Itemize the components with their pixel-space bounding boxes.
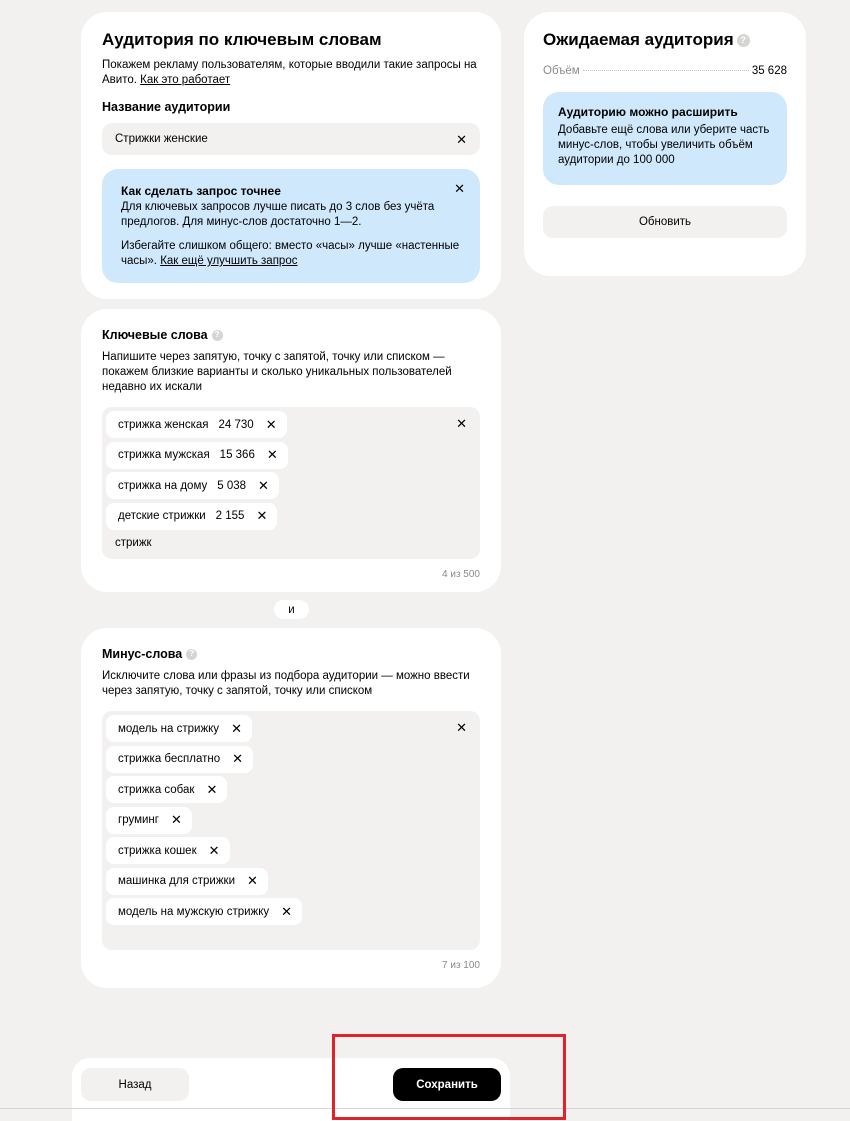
audience-card bbox=[81, 12, 501, 299]
expected-audience-card bbox=[524, 12, 806, 276]
clear-minus-icon[interactable]: ✕ bbox=[456, 720, 467, 735]
minus-words-card bbox=[81, 628, 501, 988]
how-it-works-link[interactable]: Как это работает bbox=[140, 74, 231, 86]
audience-name-label: Название аудитории bbox=[102, 100, 231, 114]
minus-words-input[interactable] bbox=[102, 711, 480, 950]
expected-title: Ожидаемая аудитория bbox=[543, 30, 734, 49]
clear-name-icon[interactable]: ✕ bbox=[456, 131, 467, 147]
keyword-tag: детские стрижки 2 155 ✕ bbox=[106, 503, 277, 530]
back-button[interactable]: Назад bbox=[81, 1068, 189, 1101]
close-tip-icon[interactable]: ✕ bbox=[454, 181, 465, 196]
keywords-counter: 4 из 500 bbox=[442, 569, 480, 580]
expand-hint-box bbox=[543, 92, 787, 185]
volume-row bbox=[543, 65, 787, 77]
audience-name-input[interactable] bbox=[102, 123, 480, 155]
keywords-description: Напишите через запятую, точку с запятой, точку или списком — покажем близкие варианты и сколько уникальных пользователей недавно их искали bbox=[102, 351, 452, 393]
keywords-title: Ключевые слова bbox=[102, 328, 208, 342]
minus-tag: стрижка бесплатно ✕ bbox=[106, 746, 253, 773]
audience-description: Покажем рекламу пользователям, которые вводили такие запросы на Авито. Как это работает bbox=[102, 59, 477, 86]
volume-label: Объём bbox=[543, 65, 580, 77]
remove-tag-icon[interactable]: ✕ bbox=[231, 720, 242, 736]
remove-tag-icon[interactable]: ✕ bbox=[281, 903, 293, 919]
keyword-count: 5 038 bbox=[217, 479, 247, 492]
help-icon[interactable]: ? bbox=[212, 330, 223, 341]
minus-tag: стрижка собак ✕ bbox=[106, 776, 227, 803]
keyword-tag: стрижка на дому 5 038 ✕ bbox=[106, 472, 279, 499]
expected-heading bbox=[543, 29, 787, 51]
minus-tag: модель на стрижку ✕ bbox=[106, 715, 252, 742]
volume-dots bbox=[583, 70, 749, 71]
volume-value: 35 628 bbox=[751, 65, 787, 77]
keywords-card bbox=[81, 309, 501, 592]
audience-name-value[interactable]: Стрижки женские bbox=[115, 133, 208, 145]
keyword-count: 15 366 bbox=[219, 449, 255, 461]
remove-tag-icon[interactable]: ✕ bbox=[232, 751, 244, 766]
keywords-heading bbox=[102, 327, 480, 343]
remove-tag-icon[interactable]: ✕ bbox=[266, 447, 278, 462]
tip-text-2: Избегайте слишком общего: вместо «часы» лучше «настенные часы». Как ещё улучшить запрос bbox=[121, 240, 460, 267]
remove-tag-icon[interactable]: ✕ bbox=[247, 873, 258, 888]
refresh-button[interactable]: Обновить bbox=[543, 206, 787, 238]
clear-keywords-icon[interactable]: ✕ bbox=[456, 416, 467, 431]
remove-tag-icon[interactable]: ✕ bbox=[258, 477, 269, 493]
minus-title: Минус-слова bbox=[102, 647, 183, 661]
expand-title: Аудиторию можно расширить bbox=[558, 105, 738, 119]
footer-divider bbox=[0, 1108, 850, 1109]
minus-tag: груминг ✕ bbox=[106, 807, 192, 834]
keyword-tag: стрижка женская 24 730 ✕ bbox=[106, 411, 287, 438]
remove-tag-icon[interactable]: ✕ bbox=[208, 842, 220, 858]
and-separator: и bbox=[274, 600, 309, 619]
minus-tag: стрижка кошек ✕ bbox=[106, 837, 230, 864]
audience-title: Аудитория по ключевым словам bbox=[102, 30, 382, 49]
minus-counter: 7 из 100 bbox=[442, 960, 480, 971]
help-icon[interactable]: ? bbox=[737, 34, 750, 47]
help-icon[interactable]: ? bbox=[186, 649, 197, 660]
remove-tag-icon[interactable]: ✕ bbox=[206, 781, 218, 797]
remove-tag-icon[interactable]: ✕ bbox=[265, 416, 277, 432]
remove-tag-icon[interactable]: ✕ bbox=[170, 812, 182, 827]
keyword-tag: стрижка мужская 15 366 ✕ bbox=[106, 442, 288, 469]
minus-tag: модель на мужскую стрижку ✕ bbox=[106, 898, 302, 925]
keywords-typed-text[interactable]: стрижк bbox=[115, 537, 152, 549]
keyword-count: 24 730 bbox=[218, 418, 254, 431]
tip-box bbox=[102, 169, 480, 283]
save-button[interactable]: Сохранить bbox=[393, 1068, 501, 1101]
improve-query-link[interactable]: Как ещё улучшить запрос bbox=[160, 255, 298, 267]
minus-tag: машинка для стрижки ✕ bbox=[106, 868, 268, 895]
tip-text-1: Для ключевых запросов лучше писать до 3 слов без учёта предлогов. Для минус-слов достаточно 1—2. bbox=[121, 201, 435, 228]
keywords-input[interactable] bbox=[102, 407, 480, 559]
minus-heading bbox=[102, 646, 480, 662]
tip-title: Как сделать запрос точнее bbox=[121, 184, 281, 198]
expand-text: Добавьте ещё слова или уберите часть минус-слов, чтобы увеличить объём аудитории до 100 000 bbox=[558, 124, 770, 166]
keyword-count: 2 155 bbox=[215, 510, 245, 522]
remove-tag-icon[interactable]: ✕ bbox=[256, 508, 268, 523]
minus-description: Исключите слова или фразы из подбора аудитории — можно ввести через запятую, точку с запятой, точку или списком bbox=[102, 670, 470, 697]
